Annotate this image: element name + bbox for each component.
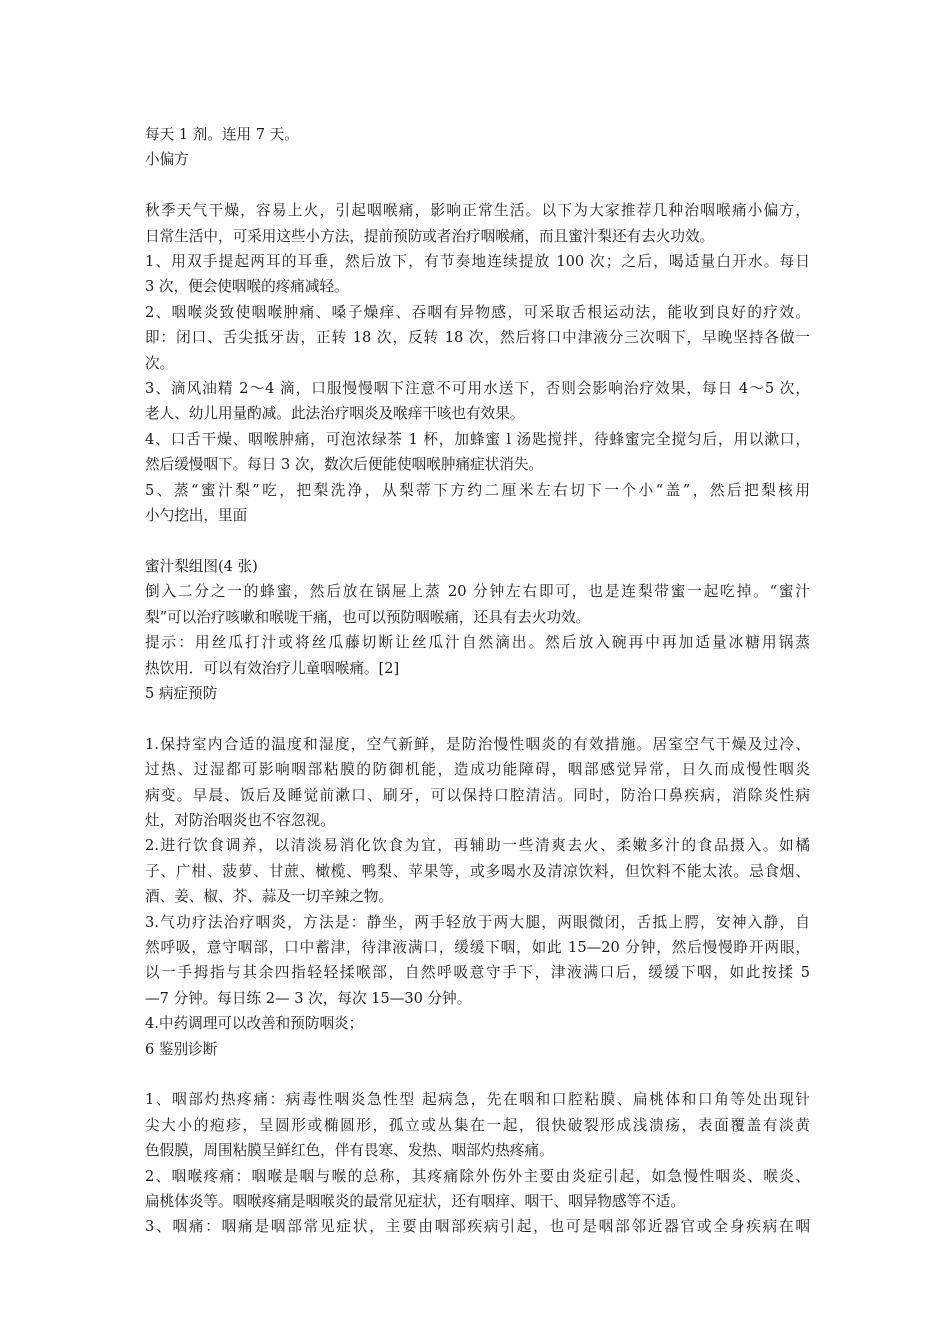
text-line: 病变。早晨、饭后及睡觉前漱口、刷牙，可以保持口腔清洁。同时，防治口鼻疾病，消除炎性病 [145,786,810,804]
text-line: 3.气功疗法治疗咽炎，方法是：静坐，两手轻放于两大腿，两眼微闭，舌抵上腭，安神入静，自 [145,913,810,931]
prevention-paragraph-3 [145,910,810,1012]
blank-line [145,528,810,553]
image-gallery-caption: 蜜汁梨组图(4 张) [145,557,258,575]
text-line: 酒、姜、椒、芥、蒜及一切辛辣之物。 [145,888,394,906]
document-page [145,122,810,1240]
tip-paragraph [145,630,810,681]
text-line: 过热、过湿都可影响咽部粘膜的防御机能，造成功能障碍，咽部感觉异常，日久而成慢性咽炎 [145,761,810,779]
text-line: 次。 [145,354,175,372]
text-line: 4、口舌干燥、咽喉肿痛，可泡浓绿茶 1 杯，加蜂蜜 l 汤匙搅拌，待蜂蜜完全搅匀后，用以漱口， [145,430,810,448]
text-line: 尖大小的疱疹，呈圆形或椭圆形，孤立或丛集在一起，很快破裂形成浅溃疡，表面覆盖有淡黄 [145,1116,810,1134]
remedy-item-5 [145,478,810,529]
remedies-intro-paragraph [145,198,810,249]
text-line: 梨”可以治疗咳嗽和喉咙干痛，也可以预防咽喉痛，还具有去火功效。 [145,608,591,626]
section-heading-diagnosis: 6 鉴别诊断 [145,1040,218,1058]
remedy-item-3 [145,376,810,427]
text-line: 色假膜，周围粘膜呈鲜红色，伴有畏寒、发热、咽部灼热疼痛。 [145,1142,554,1160]
section-heading-prevention: 5 病症预防 [145,684,218,702]
text-line: 然呼吸，意守咽部，口中蓄津，待津液满口，缓缓下咽，如此 15—20 分钟，然后慢慢睁开两眼， [145,938,810,956]
blank-line [145,1062,810,1087]
remedy-item-4 [145,427,810,478]
text-line: 3、滴风油精 2～4 滴，口服慢慢咽下注意不可用水送下，否则会影响治疗效果，每日 4～5 次， [145,380,810,398]
text-line: 1、咽部灼热疼痛：病毒性咽炎急性型 起病急，先在咽和口腔粘膜、扁桃体和口角等处出现针 [145,1091,810,1109]
pear-paragraph [145,579,810,630]
section-heading-remedies: 小偏方 [145,151,189,169]
text-line: 老人、幼儿用量酌减。此法治疗咽炎及喉痒干咳也有效果。 [145,405,525,423]
text-line: —7 分钟。每日练 2— 3 次，每次 15—30 分钟。 [145,989,472,1007]
blank-line [145,173,810,198]
prevention-paragraph-2 [145,833,810,909]
text-line: 3 次，便会使咽喉的疼痛减轻。 [145,278,349,296]
text-line: 扁桃体炎等。咽喉疼痛是咽喉炎的最常见症状，还有咽痒、咽干、咽异物感等不适。 [145,1193,685,1210]
text-line: 2、咽喉炎致使咽喉肿痛、嗓子燥痒、吞咽有异物感，可采取舌根运动法，能收到良好的疗效。 [145,303,810,321]
text-line: 2.进行饮食调养，以清淡易消化饮食为宜，再辅助一些清爽去火、柔嫩多汁的食品摄入。如橘 [145,837,810,855]
text-line: 提示：用丝瓜打汁或将丝瓜藤切断让丝瓜汁自然滴出。然后放入碗再中再加适量冰糖用锅蒸 [145,634,810,652]
prevention-paragraph-1 [145,732,810,834]
text-line: 即：闭口、舌尖抵牙齿，正转 18 次，反转 18 次，然后将口中津液分三次咽下，早晚坚持各做一 [145,329,810,347]
text-line: 热饮用．可以有效治疗儿童咽喉痛。[2] [145,659,400,677]
diagnosis-paragraph-2 [145,1164,810,1215]
text-line: 小勺挖出，里面 [145,507,248,525]
text-line: 1.保持室内合适的温度和湿度，空气新鲜，是防治慢性咽炎的有效措施。居室空气干燥及过冷、 [145,735,810,753]
remedy-item-1 [145,249,810,300]
text-line: 2、咽喉疼痛：咽喉是咽与喉的总称，其疼痛除外伤外主要由炎症引起，如急慢性咽炎、喉炎、 [145,1167,810,1185]
prevention-paragraph-4: 4.中药调理可以改善和预防咽炎； [145,1015,364,1033]
text-line: 秋季天气干燥，容易上火，引起咽喉痛，影响正常生活。以下为大家推荐几种治咽喉痛小偏方， [145,202,810,220]
text-line: 子、广柑、菠萝、甘蔗、橄榄、鸭梨、苹果等，或多喝水及清凉饮料，但饮料不能太浓。忌食烟、 [145,862,810,880]
dosage-line: 每天 1 剂。连用 7 天。 [145,126,299,143]
text-line: 1、用双手提起两耳的耳垂，然后放下，有节奏地连续提放 100 次；之后，喝适量白开水。每日 [145,253,810,271]
text-line: 以一手拇指与其余四指轻轻揉喉部，自然呼吸意守手下，津液满口后，缓缓下咽，如此按揉 5 [145,964,810,982]
text-line: 5、蒸“蜜汁梨”吃，把梨洗净，从梨蒂下方约二厘米左右切下一个小“盖”，然后把梨核用 [145,481,810,499]
remedy-item-2 [145,300,810,376]
text-line: 然后缓慢咽下。每日 3 次，数次后便能使咽喉肿痛症状消失。 [145,456,544,474]
text-line: 3、咽痛：咽痛是咽部常见症状，主要由咽部疾病引起，也可是咽部邻近器官或全身疾病在咽 [145,1218,810,1236]
diagnosis-paragraph-1 [145,1087,810,1163]
diagnosis-paragraph-3 [145,1214,810,1239]
text-line: 灶，对防治咽炎也不容忽视。 [145,811,335,829]
text-line: 日常生活中，可采用这些小方法，提前预防或者治疗咽喉痛，而且蜜汁梨还有去火功效。 [145,227,715,245]
text-line: 倒入二分之一的蜂蜜，然后放在锅屉上蒸 20 分钟左右即可，也是连梨带蜜一起吃掉。“蜜汁 [145,583,810,601]
blank-line [145,706,810,731]
